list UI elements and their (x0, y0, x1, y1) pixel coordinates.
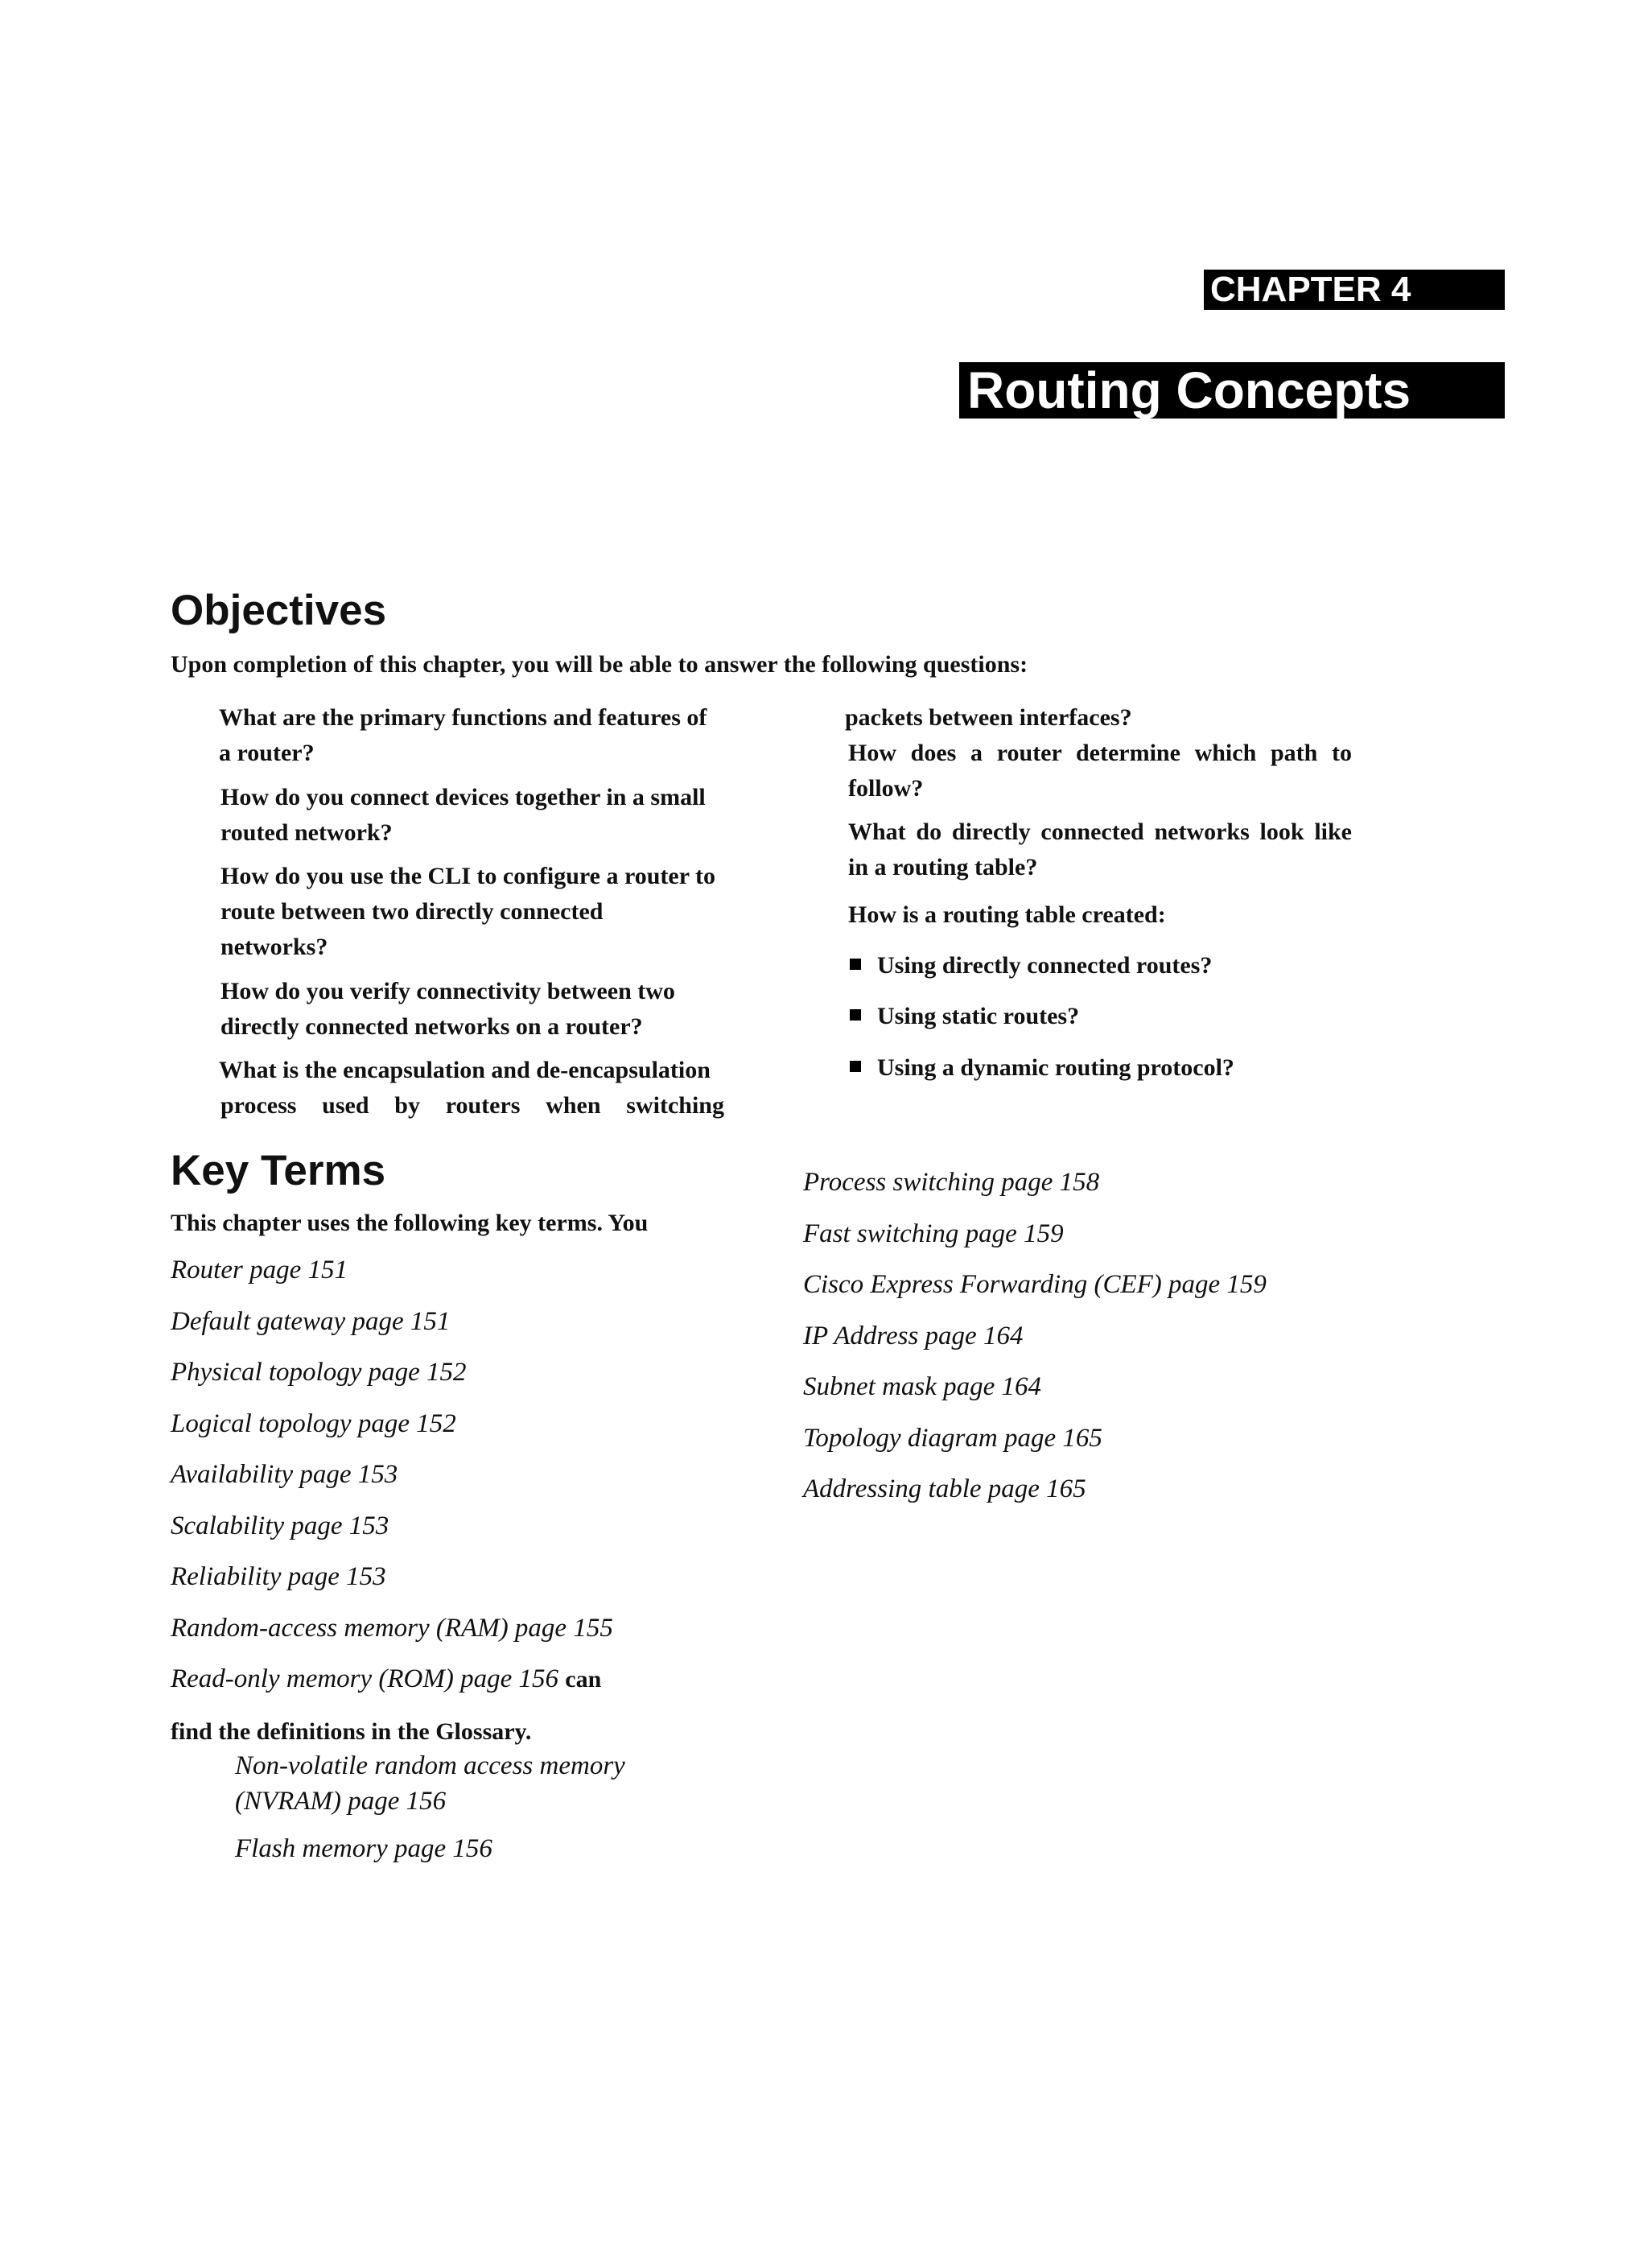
objectives-heading: Objectives (171, 587, 387, 634)
objective-line: What do directly connected networks look like (848, 819, 1352, 845)
objective-line: a router? (219, 740, 315, 766)
square-bullet-icon (850, 1009, 861, 1021)
objective-line: process used by routers when switching (220, 1092, 724, 1119)
bullet-item (850, 948, 1212, 983)
objective-line: What is the encapsulation and de-encapsulation (219, 1057, 711, 1083)
key-term-text: Read-only memory (ROM) page 156 (171, 1664, 559, 1693)
key-term: Availability page 153 (171, 1460, 398, 1489)
key-term: Process switching page 158 (803, 1168, 1100, 1197)
key-term: IP Address page 164 (803, 1322, 1024, 1350)
key-term: Flash memory page 156 (235, 1834, 492, 1863)
objective-line: networks? (220, 934, 328, 960)
key-terms-intro: This chapter uses the following key terms. You (171, 1210, 649, 1236)
trailing-word: can (565, 1666, 602, 1693)
key-term (171, 1661, 601, 1697)
key-term: Logical topology page 152 (171, 1409, 456, 1438)
objective-line: What are the primary functions and features of (219, 704, 707, 731)
chapter-title: Routing Concepts (959, 362, 1505, 419)
bullet-text: Using static routes? (877, 1003, 1080, 1029)
key-terms-heading: Key Terms (171, 1147, 386, 1194)
objective-line: follow? (848, 775, 924, 802)
key-term: Default gateway page 151 (171, 1307, 451, 1336)
key-term: (NVRAM) page 156 (235, 1787, 447, 1816)
bullet-text: Using directly connected routes? (877, 952, 1213, 979)
square-bullet-icon (850, 1061, 861, 1072)
key-terms-outro: find the definitions in the Glossary. (171, 1718, 532, 1745)
objective-line: directly connected networks on a router? (220, 1013, 643, 1040)
key-term: Physical topology page 152 (171, 1358, 467, 1387)
objective-line: How do you verify connectivity between two (220, 978, 675, 1004)
objectives-intro: Upon completion of this chapter, you will be able to answer the following questions: (171, 651, 1028, 678)
chapter-label: CHAPTER 4 (1204, 270, 1505, 310)
bullet-text: Using a dynamic routing protocol? (877, 1054, 1234, 1081)
bullet-item (850, 1050, 1234, 1086)
objective-line: routed network? (220, 819, 393, 846)
objective-line: How do you connect devices together in a small (220, 784, 706, 810)
square-bullet-icon (850, 959, 861, 970)
key-term: Subnet mask page 164 (803, 1372, 1042, 1401)
objective-line: How do you use the CLI to configure a router to (220, 863, 715, 889)
key-term: Addressing table page 165 (803, 1474, 1086, 1503)
key-term: Scalability page 153 (171, 1511, 389, 1540)
objective-line: How does a router determine which path to (848, 740, 1352, 766)
key-term: Router page 151 (171, 1256, 348, 1285)
key-term: Topology diagram page 165 (803, 1424, 1102, 1453)
bullet-item (850, 999, 1079, 1034)
key-term: Non-volatile random access memory (235, 1751, 625, 1780)
objective-line: packets between interfaces? (845, 704, 1132, 731)
objective-line: route between two directly connected (220, 898, 604, 925)
objective-line: How is a routing table created: (848, 901, 1166, 928)
key-term: Fast switching page 159 (803, 1219, 1064, 1248)
key-term: Reliability page 153 (171, 1562, 386, 1591)
key-term: Random-access memory (RAM) page 155 (171, 1614, 613, 1643)
key-term: Cisco Express Forwarding (CEF) page 159 (803, 1270, 1267, 1299)
objective-line: in a routing table? (848, 854, 1038, 880)
